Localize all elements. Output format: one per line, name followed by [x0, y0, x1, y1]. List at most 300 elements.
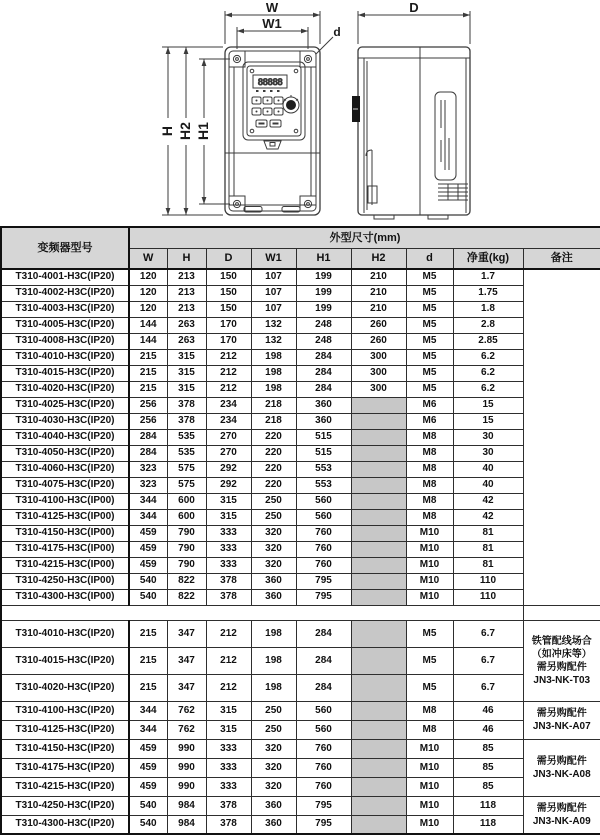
cell-w1: 220: [251, 429, 296, 445]
outline-drawing: [0, 0, 600, 226]
display-digits: 88888: [257, 78, 283, 88]
cell-w: 344: [129, 509, 167, 525]
cell-weight: 46: [453, 720, 523, 739]
col-header-w1: W1: [251, 248, 296, 269]
cell-w: 215: [129, 381, 167, 397]
cell-w: 540: [129, 573, 167, 589]
cell-d: 170: [206, 333, 251, 349]
cell-w1: 320: [251, 525, 296, 541]
cell-h2: [351, 758, 406, 777]
cell-weight: 81: [453, 541, 523, 557]
cell-w: 284: [129, 429, 167, 445]
cell-h: 378: [167, 413, 206, 429]
col-header-dims-group: 外型尺寸(mm): [129, 227, 600, 248]
remark-line: JN3-NK-A08: [532, 768, 591, 780]
cell-model: T310-4125-H3C(IP20): [1, 720, 129, 739]
cell-h: 822: [167, 573, 206, 589]
cell-model: T310-4010-H3C(IP20): [1, 620, 129, 647]
cell-w: 215: [129, 647, 167, 674]
cell-w: 284: [129, 445, 167, 461]
cell-weight: 1.7: [453, 269, 523, 285]
col-header-h: H: [167, 248, 206, 269]
cell-weight: 15: [453, 413, 523, 429]
cell-d: 270: [206, 445, 251, 461]
table-row: [1, 815, 600, 834]
cell-weight: 85: [453, 777, 523, 796]
cell-w: 215: [129, 349, 167, 365]
cell-weight: 2.85: [453, 333, 523, 349]
front-view: [225, 47, 320, 215]
cell-h1: 360: [296, 413, 351, 429]
remark-line: （如冲床等）: [531, 648, 592, 660]
dim-label-w1: W1: [262, 16, 282, 31]
cell-h: 535: [167, 429, 206, 445]
cell-h: 347: [167, 674, 206, 701]
cell-w1: 107: [251, 285, 296, 301]
cell-h2: [351, 720, 406, 739]
table-row: [1, 720, 600, 739]
table-row: [1, 493, 600, 509]
cell-h1: 515: [296, 445, 351, 461]
cell-model: T310-4100-H3C(IP20): [1, 701, 129, 720]
table-row: [1, 445, 600, 461]
cell-w: 215: [129, 620, 167, 647]
cell-weight: 85: [453, 739, 523, 758]
cell-model: T310-4175-H3C(IP20): [1, 758, 129, 777]
cell-h2: [351, 461, 406, 477]
table-row: [1, 317, 600, 333]
cell-d: 212: [206, 674, 251, 701]
cell-h: 315: [167, 365, 206, 381]
cell-weight: 85: [453, 758, 523, 777]
cell-w1: 220: [251, 477, 296, 493]
cell-d: 333: [206, 739, 251, 758]
remark-line: 铁管配线场合: [531, 635, 592, 647]
cell-w: 215: [129, 674, 167, 701]
cell-h1: 795: [296, 815, 351, 834]
cell-w: 323: [129, 461, 167, 477]
cell-w1: 250: [251, 509, 296, 525]
cell-h1: 760: [296, 557, 351, 573]
cell-h2: [351, 525, 406, 541]
cell-d: 212: [206, 349, 251, 365]
cell-screw: M5: [406, 333, 453, 349]
cell-h2: [351, 397, 406, 413]
cell-d: 150: [206, 285, 251, 301]
cell-d: 333: [206, 557, 251, 573]
cell-w1: 360: [251, 573, 296, 589]
dim-label-d-hole: d: [333, 25, 341, 39]
cell-model: T310-4125-H3C(IP00): [1, 509, 129, 525]
cell-model: T310-4075-H3C(IP20): [1, 477, 129, 493]
cell-h: 535: [167, 445, 206, 461]
cell-weight: 2.8: [453, 317, 523, 333]
cell-model: T310-4008-H3C(IP20): [1, 333, 129, 349]
cell-remark: [523, 739, 600, 796]
cell-h: 347: [167, 647, 206, 674]
cell-model: T310-4010-H3C(IP20): [1, 349, 129, 365]
cell-screw: M10: [406, 525, 453, 541]
cell-h1: 560: [296, 720, 351, 739]
cell-remark: [523, 796, 600, 834]
cell-w1: 320: [251, 541, 296, 557]
cell-weight: 1.75: [453, 285, 523, 301]
rating-label: [435, 92, 456, 180]
cell-screw: M5: [406, 269, 453, 285]
cell-weight: 30: [453, 429, 523, 445]
col-header-w: W: [129, 248, 167, 269]
cell-d: 234: [206, 397, 251, 413]
cell-h1: 284: [296, 647, 351, 674]
cell-h2: [351, 557, 406, 573]
table-row: [1, 365, 600, 381]
side-view: [352, 47, 470, 219]
table-row: [1, 796, 600, 815]
cell-w1: 360: [251, 589, 296, 605]
cell-h1: 284: [296, 365, 351, 381]
table-row: [1, 620, 600, 647]
cell-remark: [523, 269, 600, 605]
cell-d: 378: [206, 589, 251, 605]
cell-screw: M10: [406, 557, 453, 573]
cell-h1: 284: [296, 349, 351, 365]
cell-d: 333: [206, 525, 251, 541]
cell-screw: M8: [406, 720, 453, 739]
cell-screw: M8: [406, 477, 453, 493]
cell-model: T310-4002-H3C(IP20): [1, 285, 129, 301]
cell-h1: 284: [296, 381, 351, 397]
cell-h1: 284: [296, 674, 351, 701]
cell-w: 459: [129, 557, 167, 573]
cell-h: 600: [167, 493, 206, 509]
table-row: [1, 381, 600, 397]
cell-h2: 300: [351, 365, 406, 381]
cell-screw: M5: [406, 285, 453, 301]
table-row: [1, 413, 600, 429]
cell-w1: 198: [251, 674, 296, 701]
cell-d: 212: [206, 365, 251, 381]
cell-h1: 553: [296, 477, 351, 493]
cell-h1: 760: [296, 541, 351, 557]
keypad-buttons: [252, 97, 283, 127]
cell-w1: 250: [251, 720, 296, 739]
cell-h1: 760: [296, 739, 351, 758]
cell-h: 315: [167, 349, 206, 365]
cell-w: 459: [129, 525, 167, 541]
cell-w: 144: [129, 317, 167, 333]
cell-weight: 42: [453, 493, 523, 509]
cell-screw: M5: [406, 620, 453, 647]
cell-h2: [351, 573, 406, 589]
table-row: [1, 605, 600, 620]
cell-h1: 560: [296, 509, 351, 525]
cell-model: T310-4100-H3C(IP00): [1, 493, 129, 509]
cell-h2: [351, 701, 406, 720]
cell-h: 984: [167, 796, 206, 815]
cell-h1: 199: [296, 269, 351, 285]
cell-d: 170: [206, 317, 251, 333]
cell-h2: [351, 620, 406, 647]
table-row: [1, 758, 600, 777]
cell-h1: 553: [296, 461, 351, 477]
cell-remark: [523, 701, 600, 739]
cell-d: 315: [206, 701, 251, 720]
cell-screw: M8: [406, 509, 453, 525]
cell-model: T310-4215-H3C(IP00): [1, 557, 129, 573]
table-row: [1, 541, 600, 557]
cell-h2: [351, 493, 406, 509]
cell-d: 315: [206, 720, 251, 739]
cell-model: T310-4060-H3C(IP20): [1, 461, 129, 477]
dim-label-depth: D: [409, 0, 419, 15]
cell-model: T310-4250-H3C(IP20): [1, 796, 129, 815]
cell-model: T310-4250-H3C(IP00): [1, 573, 129, 589]
cell-h: 762: [167, 701, 206, 720]
cell-w: 344: [129, 720, 167, 739]
cell-screw: M10: [406, 796, 453, 815]
cell-h1: 795: [296, 796, 351, 815]
cell-w1: 220: [251, 445, 296, 461]
table-row: [1, 269, 600, 285]
table-row: [1, 349, 600, 365]
cell-w1: 132: [251, 333, 296, 349]
remark-line: JN3-NK-A07: [532, 721, 591, 732]
cell-w1: 198: [251, 647, 296, 674]
cell-w: 540: [129, 796, 167, 815]
table-row: [1, 285, 600, 301]
cell-screw: M8: [406, 445, 453, 461]
cell-h: 378: [167, 397, 206, 413]
cell-w1: 107: [251, 301, 296, 317]
cell-screw: M8: [406, 701, 453, 720]
cell-d: 212: [206, 620, 251, 647]
cell-d: 333: [206, 541, 251, 557]
cell-d: 270: [206, 429, 251, 445]
table-row: [1, 573, 600, 589]
cell-h2: [351, 477, 406, 493]
cell-h1: 760: [296, 758, 351, 777]
cell-h: 790: [167, 541, 206, 557]
cell-w: 540: [129, 589, 167, 605]
cell-screw: M5: [406, 647, 453, 674]
cell-h2: [351, 541, 406, 557]
cell-d: 315: [206, 509, 251, 525]
remark-line: 需另购配件: [536, 802, 587, 814]
cell-screw: M6: [406, 397, 453, 413]
cell-h2: [351, 796, 406, 815]
cell-h: 762: [167, 720, 206, 739]
cell-d: 333: [206, 758, 251, 777]
cell-w1: 320: [251, 777, 296, 796]
col-header-h1: H1: [296, 248, 351, 269]
cell-weight: 110: [453, 589, 523, 605]
cell-h2: 210: [351, 285, 406, 301]
cell-weight: 40: [453, 461, 523, 477]
cell-model: T310-4015-H3C(IP20): [1, 365, 129, 381]
cell-d: 234: [206, 413, 251, 429]
cell-w1: 198: [251, 349, 296, 365]
col-header-d: D: [206, 248, 251, 269]
remark-line: 需另购配件: [536, 708, 587, 719]
cell-d: 150: [206, 269, 251, 285]
cell-h2: [351, 445, 406, 461]
cell-screw: M8: [406, 493, 453, 509]
cell-w1: 198: [251, 381, 296, 397]
cell-screw: M5: [406, 349, 453, 365]
cell-screw: M10: [406, 573, 453, 589]
table-row: [1, 429, 600, 445]
cell-d: 212: [206, 381, 251, 397]
cell-remark: [523, 620, 600, 701]
cell-h1: 199: [296, 301, 351, 317]
cell-h2: [351, 413, 406, 429]
cell-screw: M10: [406, 777, 453, 796]
cell-screw: M5: [406, 317, 453, 333]
cell-h: 990: [167, 739, 206, 758]
side-dimensions: [358, 11, 470, 44]
cell-screw: M10: [406, 589, 453, 605]
cell-weight: 1.8: [453, 301, 523, 317]
cell-w1: 198: [251, 365, 296, 381]
cell-h1: 560: [296, 701, 351, 720]
cell-w1: 320: [251, 758, 296, 777]
cell-w1: 218: [251, 413, 296, 429]
cell-d: 315: [206, 493, 251, 509]
cell-h: 347: [167, 620, 206, 647]
cell-h2: 300: [351, 349, 406, 365]
cell-screw: M5: [406, 381, 453, 397]
cell-h2: [351, 647, 406, 674]
table-row: [1, 301, 600, 317]
cell-h1: 515: [296, 429, 351, 445]
cell-h1: 560: [296, 493, 351, 509]
cell-model: T310-4050-H3C(IP20): [1, 445, 129, 461]
remark-line: JN3-NK-A09: [532, 815, 591, 827]
cell-screw: M6: [406, 413, 453, 429]
cell-h: 790: [167, 525, 206, 541]
cell-weight: 42: [453, 509, 523, 525]
dim-label-h2: H2: [177, 122, 193, 140]
cell-weight: 110: [453, 573, 523, 589]
cell-w: 120: [129, 301, 167, 317]
dimension-table: [0, 226, 600, 835]
cell-w1: 107: [251, 269, 296, 285]
cell-w: 344: [129, 493, 167, 509]
cell-h1: 795: [296, 573, 351, 589]
cell-w: 459: [129, 777, 167, 796]
cell-model: T310-4150-H3C(IP00): [1, 525, 129, 541]
cell-w: 120: [129, 285, 167, 301]
cell-screw: M8: [406, 429, 453, 445]
cell-h2: 300: [351, 381, 406, 397]
cell-weight: 6.2: [453, 365, 523, 381]
potentiometer-knob: [283, 95, 299, 113]
cell-weight: 40: [453, 477, 523, 493]
cell-d: 378: [206, 573, 251, 589]
remark-line: JN3-NK-T03: [533, 674, 591, 686]
col-header-screw: d: [406, 248, 453, 269]
table-row: [1, 589, 600, 605]
cell-weight: 6.7: [453, 674, 523, 701]
cell-d: 378: [206, 796, 251, 815]
cell-h: 315: [167, 381, 206, 397]
cell-w: 323: [129, 477, 167, 493]
cell-model: T310-4030-H3C(IP20): [1, 413, 129, 429]
table-row: [1, 477, 600, 493]
cell-model: T310-4300-H3C(IP20): [1, 815, 129, 834]
cell-h2: 210: [351, 301, 406, 317]
table-row: [1, 509, 600, 525]
cell-model: T310-4175-H3C(IP00): [1, 541, 129, 557]
cell-w: 256: [129, 397, 167, 413]
cell-h1: 760: [296, 525, 351, 541]
cell-model: T310-4150-H3C(IP20): [1, 739, 129, 758]
cell-h: 600: [167, 509, 206, 525]
cell-h: 575: [167, 477, 206, 493]
cell-model: T310-4020-H3C(IP20): [1, 674, 129, 701]
cell-h1: 199: [296, 285, 351, 301]
cell-w1: 218: [251, 397, 296, 413]
cell-h: 575: [167, 461, 206, 477]
cell-h2: [351, 739, 406, 758]
cell-w: 540: [129, 815, 167, 834]
cell-screw: M5: [406, 301, 453, 317]
table-row: [1, 557, 600, 573]
cell-weight: 30: [453, 445, 523, 461]
cell-h2: [351, 777, 406, 796]
cell-w: 459: [129, 739, 167, 758]
cell-h2: [351, 674, 406, 701]
table-row: [1, 701, 600, 720]
table-row: [1, 397, 600, 413]
cell-w: 144: [129, 333, 167, 349]
cell-w1: 132: [251, 317, 296, 333]
table-row: [1, 461, 600, 477]
header-row-group: [1, 227, 600, 248]
table-row: [1, 647, 600, 674]
cell-w1: 250: [251, 701, 296, 720]
cell-weight: 46: [453, 701, 523, 720]
table-row: [1, 333, 600, 349]
cell-weight: 6.2: [453, 349, 523, 365]
cell-h1: 360: [296, 397, 351, 413]
remark-line: 需另购配件: [536, 661, 587, 673]
cell-weight: 81: [453, 525, 523, 541]
table-row: [1, 674, 600, 701]
cell-h: 263: [167, 333, 206, 349]
cell-h1: 248: [296, 317, 351, 333]
cell-weight: 6.7: [453, 647, 523, 674]
col-header-remark: 备注: [523, 248, 600, 269]
cell-h1: 795: [296, 589, 351, 605]
remark-line: 需另购配件: [536, 755, 587, 767]
cell-model: T310-4040-H3C(IP20): [1, 429, 129, 445]
cell-model: T310-4025-H3C(IP20): [1, 397, 129, 413]
cell-d: 333: [206, 777, 251, 796]
cell-screw: M10: [406, 815, 453, 834]
cell-model: T310-4005-H3C(IP20): [1, 317, 129, 333]
cell-weight: 15: [453, 397, 523, 413]
cell-model: T310-4001-H3C(IP20): [1, 269, 129, 285]
cell-h1: 284: [296, 620, 351, 647]
cell-w1: 360: [251, 796, 296, 815]
cell-d: 378: [206, 815, 251, 834]
cell-w1: 320: [251, 557, 296, 573]
dim-label-h1: H1: [195, 122, 211, 140]
cell-h: 984: [167, 815, 206, 834]
cell-w1: 360: [251, 815, 296, 834]
cell-model: T310-4015-H3C(IP20): [1, 647, 129, 674]
